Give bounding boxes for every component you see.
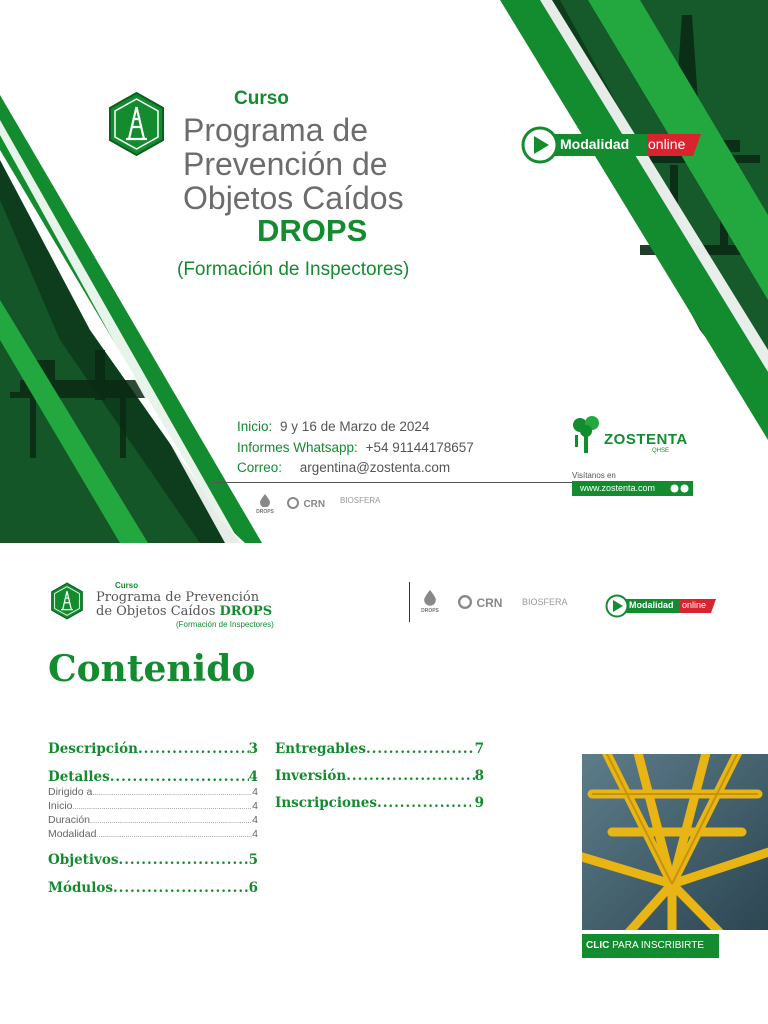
- course-title-line-3: Objetos Caídos: [183, 180, 404, 216]
- toc-item-modulos[interactable]: Módulos ..... 6: [48, 880, 258, 896]
- toc-item-inversion[interactable]: Inversión ..... 8: [275, 768, 484, 784]
- header-divider: [409, 582, 410, 622]
- course-title-line-1: Programa de: [183, 112, 368, 148]
- toc-item-objetivos[interactable]: Objetivos ..... 5: [48, 852, 258, 868]
- toc-right-column: [275, 741, 484, 811]
- drop-icon: [259, 493, 271, 507]
- register-button-label[interactable]: CLIC PARA INSCRIBIRTE: [586, 940, 704, 951]
- course-title-drops: DROPS: [257, 213, 368, 248]
- header-biosfera-logo: BIOSFERA: [522, 597, 568, 607]
- offshore-structure-image: [582, 754, 768, 930]
- info-divider: [212, 482, 572, 483]
- social-icons[interactable]: [670, 484, 690, 493]
- info-correo: Correo: argentina@zostenta.com: [237, 460, 451, 475]
- header-title-line-2: de Objetos Caídos DROPS: [96, 604, 273, 619]
- toc-subitem-modalidad[interactable]: Modalidad ..... 4: [48, 828, 258, 840]
- zostenta-brand-name: ZOSTENTA: [604, 431, 688, 448]
- toc-left-column: [48, 741, 258, 896]
- crn-logo: CRN: [287, 496, 325, 514]
- header-modalidad-badge: Modalidad online: [605, 594, 717, 618]
- derrick-hex-logo: [108, 91, 165, 157]
- info-whatsapp: Informes Whatsapp: +54 91144178657: [237, 440, 474, 455]
- modalidad-text: Modalidad: [560, 136, 630, 152]
- toc-item-inscripciones[interactable]: Inscripciones ..... 9: [275, 795, 484, 811]
- biosfera-logo: BIOSFERA: [340, 496, 381, 505]
- toc-item-entregables[interactable]: Entregables ..... 7: [275, 741, 484, 757]
- info-inicio: Inicio: 9 y 16 de Marzo de 2024: [237, 419, 430, 434]
- zostenta-qhse: QHSE: [652, 448, 670, 454]
- header-drops-logo: DROPS: [418, 588, 442, 614]
- toc-subitem-inicio[interactable]: Inicio ..... 4: [48, 800, 258, 812]
- zostenta-tree-icon: [570, 415, 604, 455]
- modalidad-online-badge: [521, 126, 706, 164]
- contents-heading: Contenido: [48, 648, 256, 690]
- header-course-label: Curso: [115, 581, 139, 590]
- drop-icon: [423, 588, 437, 606]
- crn-mark-icon: [458, 595, 472, 609]
- toc-item-descripcion[interactable]: Descripción ..... 3: [48, 741, 258, 757]
- header-subtitle: (Formación de Inspectores): [176, 620, 274, 629]
- toc-subitem-duracion[interactable]: Duración ..... 4: [48, 814, 258, 826]
- course-label: Curso: [234, 88, 289, 109]
- course-title-line-2: Prevención de: [183, 146, 388, 182]
- website-link[interactable]: www.zostenta.com: [580, 483, 656, 493]
- header-title-line-1: Programa de Prevención: [96, 590, 260, 605]
- header-crn-logo: CRN: [458, 595, 502, 614]
- online-text: online: [648, 136, 686, 152]
- toc-subitem-dirigido[interactable]: Dirigido a ..... 4: [48, 786, 258, 798]
- toc-item-detalles[interactable]: Detalles ..... 4: [48, 769, 258, 785]
- email-link[interactable]: argentina@zostenta.com: [299, 460, 451, 475]
- cta-photo[interactable]: [582, 754, 768, 930]
- drops-logo: DROPS: [254, 493, 276, 515]
- header-hex-logo: [50, 582, 84, 620]
- course-subtitle: (Formación de Inspectores): [177, 259, 410, 280]
- visit-label: Visítanos en: [572, 471, 616, 480]
- crn-mark-icon: [287, 497, 299, 509]
